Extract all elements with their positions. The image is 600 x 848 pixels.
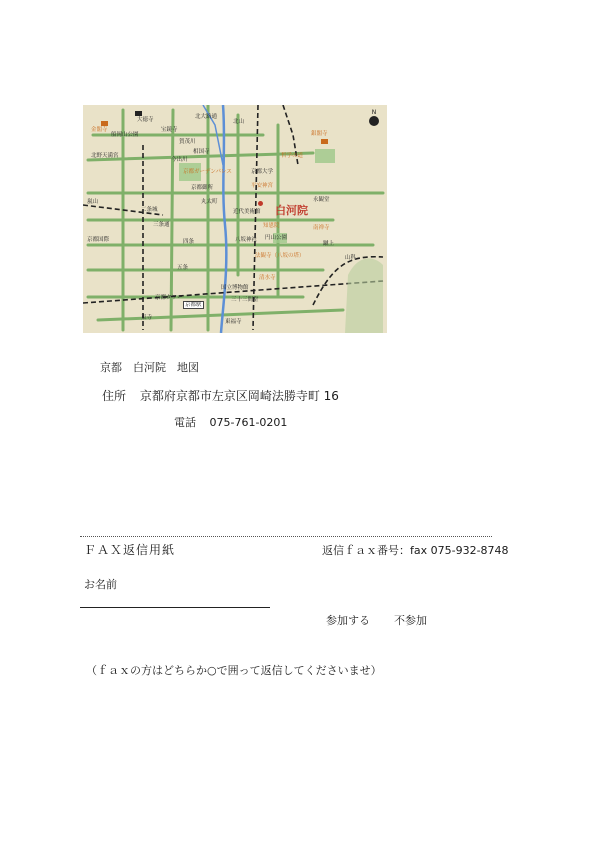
phone-value: 075-761-0201: [209, 416, 288, 429]
map-label: 三十三間堂: [231, 297, 259, 303]
map-label: 国立博物館: [221, 285, 249, 291]
map-label: 山科: [345, 255, 357, 261]
map-label: 京都大学: [251, 169, 274, 175]
name-label: お名前: [84, 578, 117, 591]
map-label: 近代美術館: [233, 209, 261, 215]
map-label: 清水寺: [259, 275, 276, 281]
attend-option[interactable]: 参加する: [326, 614, 370, 627]
address-value: 京都府京都市左京区岡崎法勝寺町 16: [139, 389, 339, 403]
map-label: 相国寺: [193, 149, 210, 155]
temple-icon: [258, 201, 263, 206]
map-label: 蹴上: [323, 241, 335, 247]
temple-icon: [135, 111, 142, 116]
map-label: 丸太町: [201, 199, 218, 205]
instruction-note: （ｆａｘの方はどちらか○で囲って返信してくださいませ）: [86, 664, 382, 677]
address-label: 住所: [102, 389, 127, 403]
map-label: 京都御所: [191, 185, 214, 191]
address-row: [102, 389, 339, 403]
return-fax-number: 返信ｆａｘ番号：fax 075-932-8748: [322, 544, 509, 557]
phone-row: [174, 416, 287, 429]
map-label: 平安神宮: [251, 183, 274, 189]
map-label: 大徳寺: [137, 117, 154, 123]
temple-icon: [321, 139, 328, 144]
fax-form-title: ＦＡＸ返信用紙: [84, 543, 176, 557]
area-map: [83, 105, 387, 333]
map-label: 哲学の道: [281, 153, 304, 159]
map-label: 賀茂川: [179, 139, 196, 145]
map-label: 京都国際: [87, 237, 110, 243]
map-label: 嵐山: [87, 199, 99, 205]
not-attend-option[interactable]: 不参加: [394, 614, 427, 627]
map-label: 南禅寺: [313, 225, 330, 231]
map-label: 知恩院: [263, 223, 280, 229]
temple-icon: [101, 121, 108, 126]
name-field-line[interactable]: [80, 607, 270, 608]
map-label: 円山公園: [265, 235, 288, 241]
map-label: 北野天満宮: [91, 153, 119, 159]
map-label: 八坂神社: [235, 237, 258, 243]
map-label: 東福寺: [225, 319, 242, 325]
map-label: 東寺: [141, 315, 153, 321]
map-label: 京都ガーデンパレス: [183, 169, 232, 175]
map-label: 船岡山公園: [111, 132, 139, 138]
map-label: 四条: [183, 239, 195, 245]
map-label: 永観堂: [313, 197, 330, 203]
map-title: 京都 白河院 地図: [100, 361, 199, 374]
cut-line: [80, 536, 492, 537]
map-label: 宝鏡寺: [161, 127, 178, 133]
map-label: 京都タワー: [155, 295, 183, 301]
map-label: 京都駅: [185, 302, 202, 308]
map-label: 金閣寺: [91, 127, 108, 133]
map-label: 三条通: [153, 222, 170, 228]
map-label: 今出川: [171, 157, 188, 163]
map-label: 北山: [233, 119, 245, 125]
phone-label: 電話: [174, 416, 196, 429]
map-label: 二条城: [141, 207, 158, 213]
map-label: 五条: [177, 265, 189, 271]
map-label: 北大路通: [195, 114, 218, 120]
compass-circle: [369, 116, 379, 126]
north-label: N: [371, 109, 377, 116]
map-label: 銀閣寺: [311, 131, 328, 137]
map-label: 法観寺（八坂の塔）: [255, 253, 305, 259]
north-arrow-icon: [367, 109, 381, 126]
shirakawain-marker: 白河院: [275, 204, 308, 217]
